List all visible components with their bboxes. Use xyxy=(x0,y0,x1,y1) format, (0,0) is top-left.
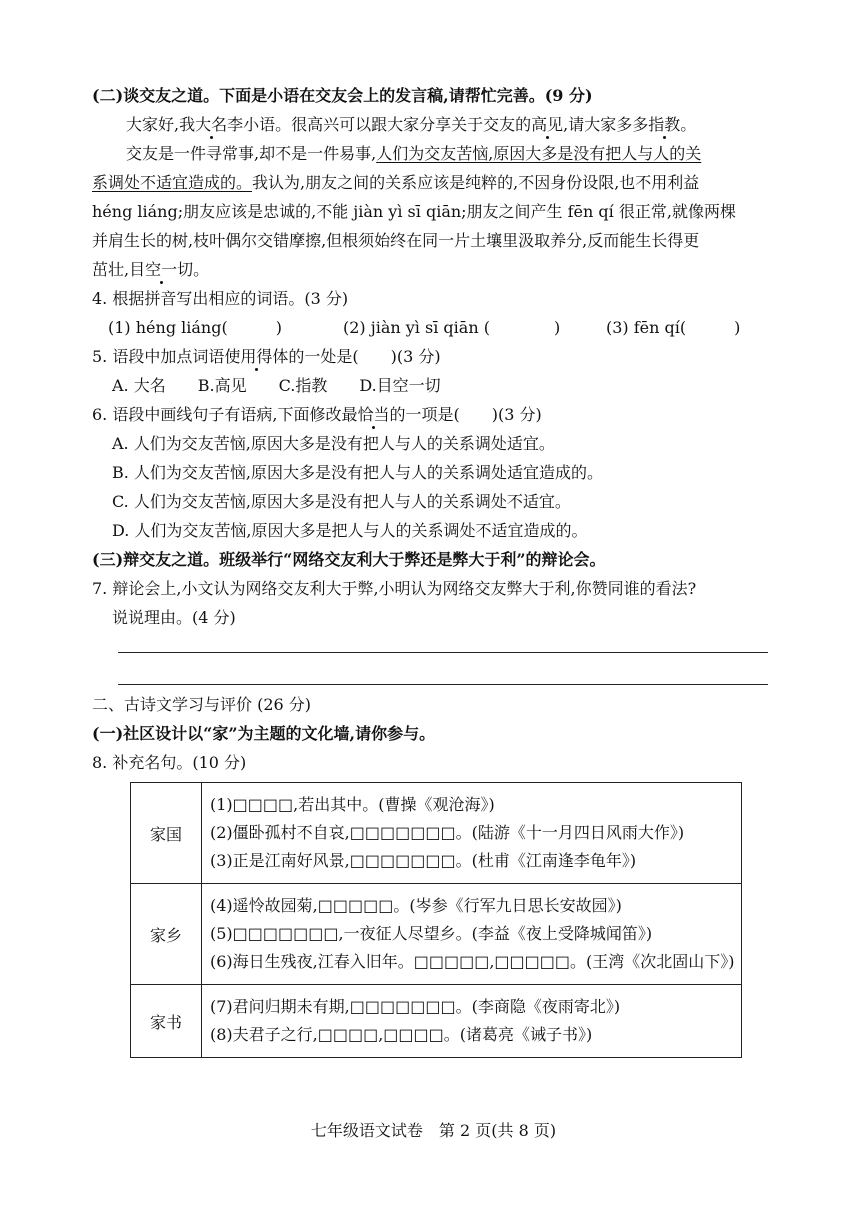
answer-line[interactable] xyxy=(118,652,768,653)
text: 的一项是( )(3 分) xyxy=(389,405,542,424)
paragraph-line xyxy=(126,114,696,136)
section-heading-3: (三)辩交友之道。班级举行“网络交友利大于弊还是弊大于利”的辩论会。 xyxy=(92,550,606,569)
quote-item: (6)海日生残夜,江春入旧年。□□□□□,□□□□□。(王湾《次北固山下》) xyxy=(210,952,735,971)
items-cell xyxy=(202,783,742,884)
part-heading: 二、古诗文学习与评价 (26 分) xyxy=(92,695,312,714)
question-6-stem xyxy=(92,404,542,426)
items-cell xyxy=(202,884,742,985)
quote-item: (8)夫君子之行,□□□□,□□□□。(诸葛亮《诫子书》) xyxy=(210,1025,593,1044)
section-heading-2: (二)谈交友之道。下面是小语在交友会上的发言稿,请帮忙完善。(9 分) xyxy=(92,86,593,105)
dotted-word: 恰当 xyxy=(357,405,390,424)
answer-line[interactable] xyxy=(118,684,768,685)
q4-option-2: (2) jiàn yì sī qiān ( ) xyxy=(343,318,561,337)
text: 。 xyxy=(193,260,210,279)
table-row xyxy=(131,985,742,1058)
question-4-stem: 4. 根据拼音写出相应的词语。(3 分) xyxy=(92,289,349,308)
q6-option-d: D. 人们为交友苦恼,原因大多是把人与人的关系调处不适宜造成的。 xyxy=(112,521,588,540)
text: 我认为,朋友之间的关系应该是纯粹的,不因身份设限,也不用利益 xyxy=(252,173,700,192)
text: 5. 语段中加点词语 xyxy=(92,347,225,366)
table-row xyxy=(131,783,742,884)
text: 交友是一件寻常事,却不是一件易事, xyxy=(126,144,377,163)
quote-item: (5)□□□□□□□,一夜征人尽望乡。(李益《夜上受降城闻笛》) xyxy=(210,924,653,943)
table-row xyxy=(131,884,742,985)
q6-option-a: A. 人们为交友苦恼,原因大多是没有把人与人的关系调处适宜。 xyxy=(112,434,555,453)
dotted-word: 大名 xyxy=(195,115,228,134)
text: 6. 语段中画线句子有语病,下面修改最 xyxy=(92,405,358,424)
paragraph-line: héng liáng;朋友应该是忠诚的,不能 jiàn yì sī qiān;朋友之间产生 fēn qí 很正常,就像两棵 xyxy=(92,202,736,221)
q4-option-1: (1) héng liáng( ) xyxy=(108,318,282,337)
paragraph-line xyxy=(126,143,701,165)
text: 的一处是( )(3 分) xyxy=(288,347,441,366)
paragraph-line xyxy=(92,259,209,281)
text: 大家好,我 xyxy=(126,115,196,134)
category-cell: 家国 xyxy=(131,783,202,884)
text: 。 xyxy=(680,115,697,134)
q6-option-b: B. 人们为交友苦恼,原因大多是没有把人与人的关系调处适宜造成的。 xyxy=(112,463,604,482)
question-5-stem xyxy=(92,346,441,368)
question-7-stem-cont: 说说理由。(4 分) xyxy=(112,608,236,627)
items-cell xyxy=(202,985,742,1058)
q4-option-3: (3) fēn qí( ) xyxy=(606,318,741,337)
q6-option-c: C. 人们为交友苦恼,原因大多是没有把人与人的关系调处不适宜。 xyxy=(112,492,571,511)
paragraph-line: 并肩生长的树,枝叶偶尔交错摩擦,但根须始终在同一片土壤里汲取养分,反而能生长得更 xyxy=(92,231,700,250)
quote-item: (4)遥怜故园菊,□□□□□。(岑参《行军九日思长安故园》) xyxy=(210,896,622,915)
paragraph-line xyxy=(92,172,699,194)
category-cell: 家书 xyxy=(131,985,202,1058)
dotted-word: 高见 xyxy=(531,115,564,134)
text: 茁壮, xyxy=(92,260,130,279)
underlined-sentence: 人们为交友苦恼,原因大多是没有把人与人的关 xyxy=(376,144,702,163)
dotted-word: 指教 xyxy=(648,115,681,134)
category-cell: 家乡 xyxy=(131,884,202,985)
underlined-sentence: 系调处不适宜造成的。 xyxy=(92,173,253,192)
quote-item: (3)正是江南好风景,□□□□□□□。(杜甫《江南逢李龟年》) xyxy=(210,851,637,870)
quote-table xyxy=(130,782,742,1058)
page-footer: 七年级语文试卷 第 2 页(共 8 页) xyxy=(310,1121,557,1140)
text: 李小语。很高兴可以跟大家分享关于交友的 xyxy=(227,115,532,134)
question-8-stem: 8. 补充名句。(10 分) xyxy=(92,753,247,772)
quote-item: (7)君问归期未有期,□□□□□□□。(李商隐《夜雨寄北》) xyxy=(210,997,621,1016)
quote-item: (2)僵卧孤村不自哀,□□□□□□□。(陆游《十一月四日风雨大作》) xyxy=(210,823,685,842)
quote-item: (1)□□□□,若出其中。(曹操《观沧海》) xyxy=(210,795,495,814)
q5-options: A. 大名 B.高见 C.指教 D.目空一切 xyxy=(112,376,441,395)
dotted-word: 目空一切 xyxy=(129,260,194,279)
question-7-stem: 7. 辩论会上,小文认为网络交友利大于弊,小明认为网络交友弊大于利,你赞同谁的看法? xyxy=(92,579,697,598)
dotted-word: 使用得体 xyxy=(224,347,289,366)
text: ,请大家多多 xyxy=(563,115,649,134)
subsection-heading: (一)社区设计以“家”为主题的文化墙,请你参与。 xyxy=(92,724,436,743)
